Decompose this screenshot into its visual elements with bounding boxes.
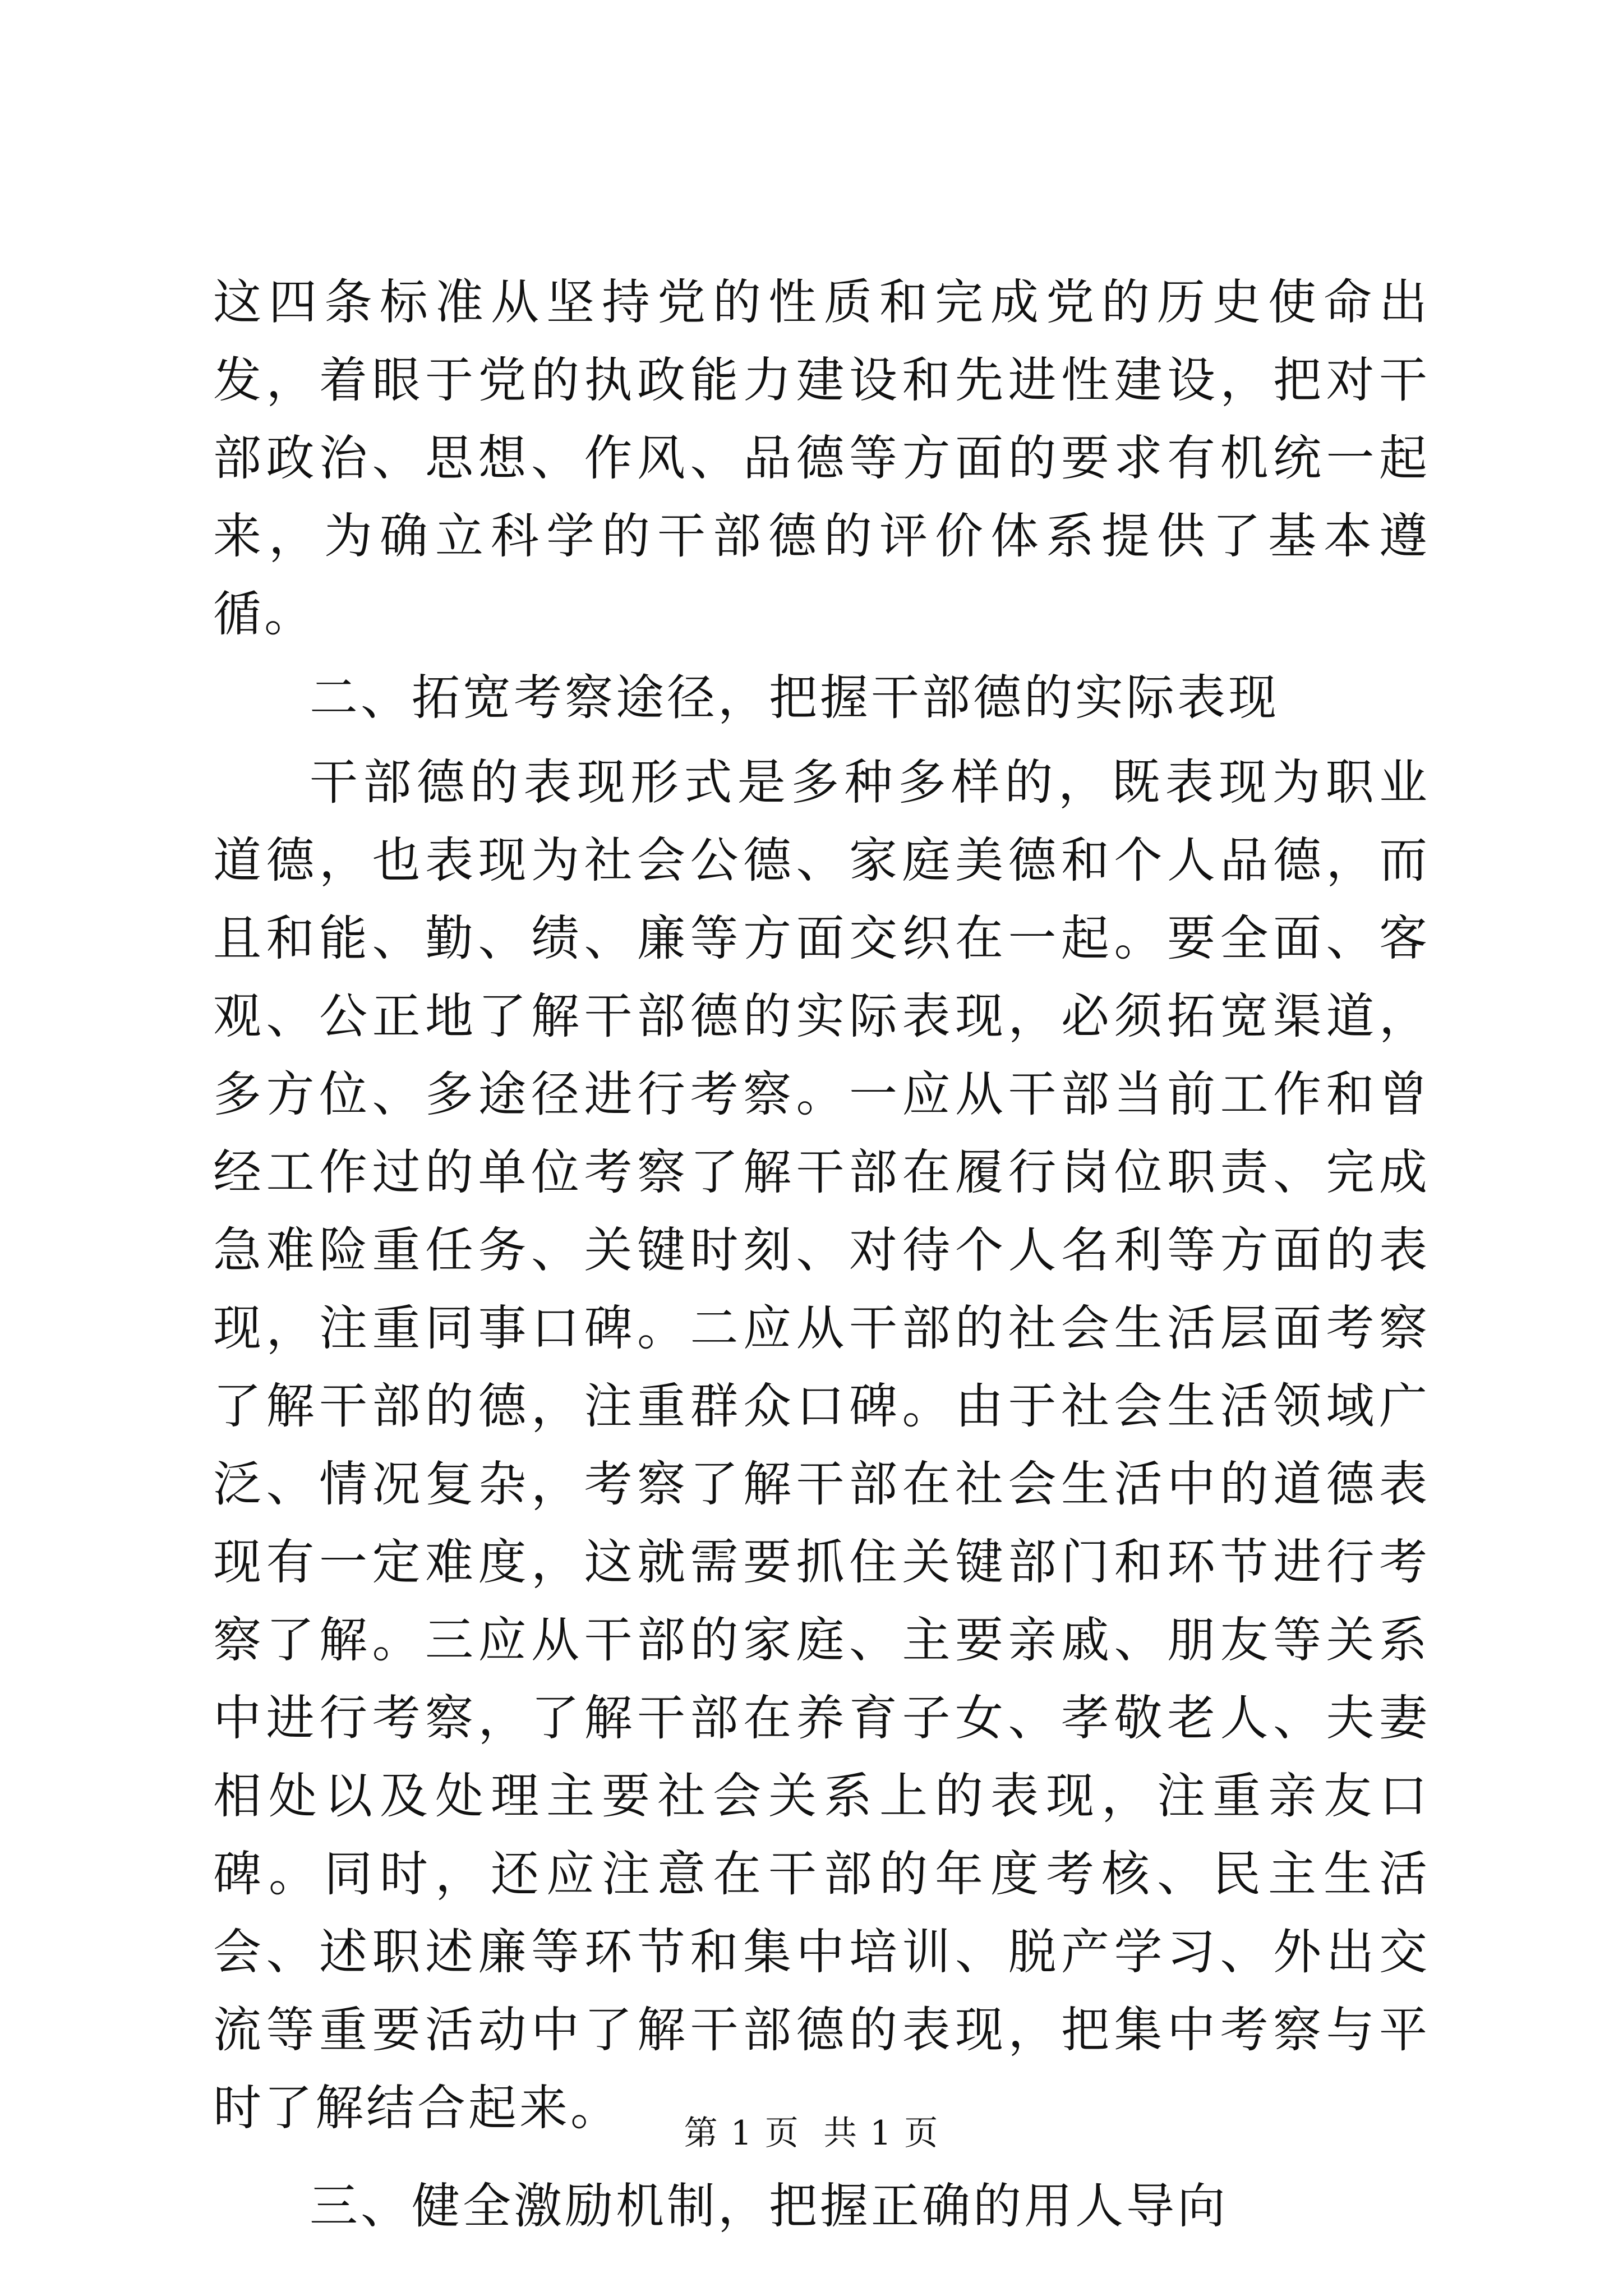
section-heading-2: 二、拓宽考察途径，把握干部德的实际表现 bbox=[310, 670, 1279, 726]
page-number-label: 第 1 页 共 1 页 bbox=[684, 2114, 939, 2153]
paragraph-continuation: 这四条标准从坚持党的性质和完成党的历史使命出发，着眼于党的执政能力建设和先进性建设，把对干部政治、思想、作风、品德等方面的要求有机统一起来，为确立科学的干部德的评价体系提供了基本遵循。 bbox=[213, 274, 1430, 642]
document-body bbox=[213, 264, 1430, 2246]
section-heading-3: 三、健全激励机制，把握正确的用人导向 bbox=[310, 2178, 1228, 2234]
page-footer bbox=[0, 2106, 1623, 2155]
paragraph-section-2: 干部德的表现形式是多种多样的，既表现为职业道德，也表现为社会公德、家庭美德和个人品德，而且和能、勤、绩、廉等方面交织在一起。要全面、客观、公正地了解干部德的实际表现，必须拓宽渠道，多方位、多途径进行考察。一应从干部当前工作和曾经工作过的单位考察了解干部在履行岗位职责、完成急难险重任务、关键时刻、对待个人名利等方面的表现，注重同事口碑。二应从干部的社会生活层面考察了解干部的德，注重群众口碑。由于社会生活领域广泛、情况复杂，考察了解干部在社会生活中的道德表现有一定难度，这就需要抓住关键部门和环节进行考察了解。三应从干部的家庭、主要亲戚、朋友等关系中进行考察，了解干部在养育子女、孝敬老人、夫妻相处以及处理主要社会关系上的表现，注重亲友口碑。同时，还应注意在干部的年度考核、民主生活会、述职述廉等环节和集中培训、脱产学习、外出交流等重要活动中了解干部德的表现，把集中考察与平时了解结合起来。 bbox=[213, 754, 1430, 2136]
